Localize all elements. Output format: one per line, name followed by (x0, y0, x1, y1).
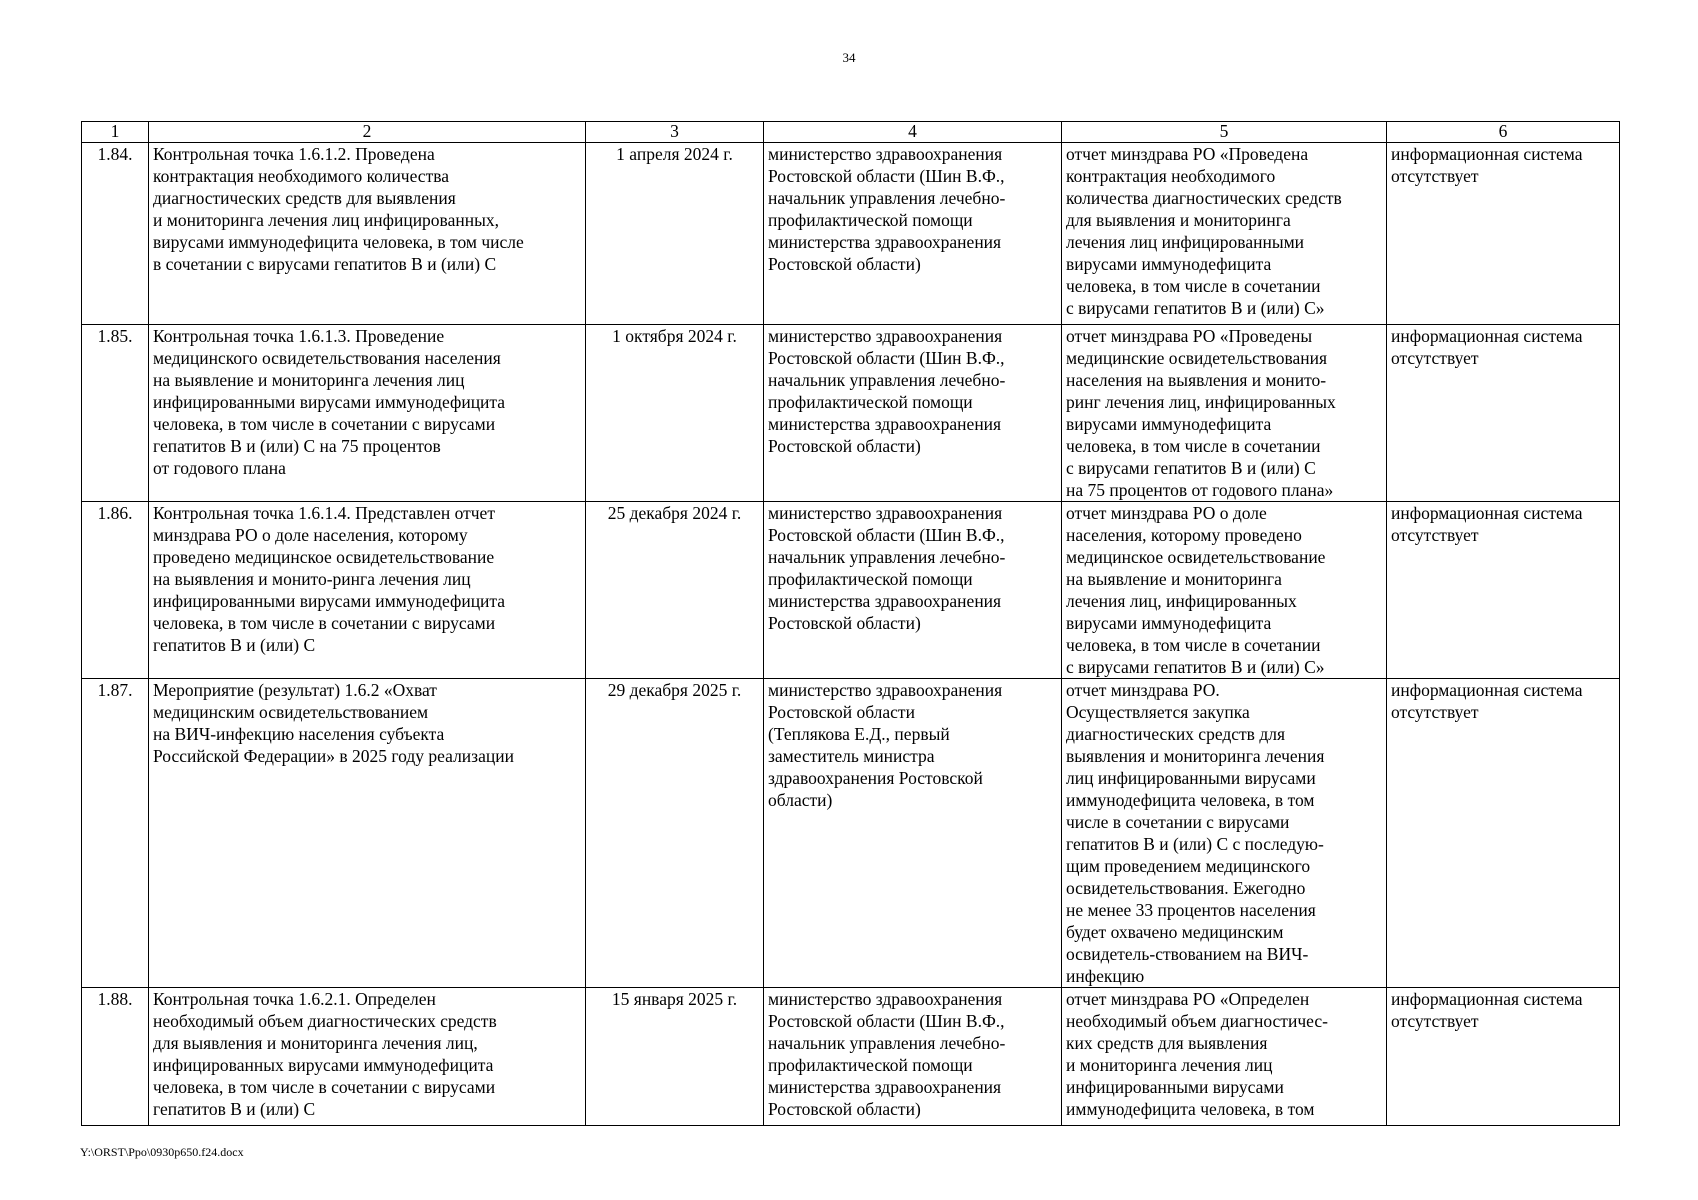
row-responsible: министерство здравоохранения Ростовской области (Шин В.Ф., начальник управления лечебно- профилактической помощи министерства здравоохранения Ростовской области) (764, 143, 1062, 325)
header-cell-4: 4 (764, 122, 1062, 143)
row-date: 25 декабря 2024 г. (586, 502, 764, 679)
row-description: Контрольная точка 1.6.2.1. Определен необходимый объем диагностических средств для выявления и мониторинга лечения лиц, инфицированных вирусами иммунодефицита человека, в том числе в сочетании с вирусами гепатитов В и (или) С (149, 988, 586, 1126)
row-date: 1 апреля 2024 г. (586, 143, 764, 325)
row-result: отчет минздрава РО «Определен необходимый объем диагностичес- ких средств для выявления и мониторинга лечения лиц инфицированными вирусами иммунодефицита человека, в том (1062, 988, 1387, 1126)
row-info-system: информационная система отсутствует (1387, 988, 1620, 1126)
row-description: Мероприятие (результат) 1.6.2 «Охват медицинским освидетельствованием на ВИЧ-инфекцию населения субъекта Российской Федерации» в 2025 году реализации (149, 679, 586, 988)
row-number: 1.88. (82, 988, 149, 1126)
row-number: 1.86. (82, 502, 149, 679)
table-row (82, 325, 1620, 502)
header-row (82, 122, 1620, 143)
table-row (82, 988, 1620, 1126)
table-row (82, 679, 1620, 988)
row-number: 1.85. (82, 325, 149, 502)
row-description: Контрольная точка 1.6.1.4. Представлен отчет минздрава РО о доле населения, которому проведено медицинское освидетельствование на выявления и монито-ринга лечения лиц инфицированными вирусами иммунодефицита человека, в том числе в сочетании с вирусами гепатитов В и (или) С (149, 502, 586, 679)
row-result: отчет минздрава РО «Проведены медицинские освидетельствования населения на выявления и монито- ринг лечения лиц, инфицированных вирусами иммунодефицита человека, в том числе в сочетании с вирусами гепатитов В и (или) С на 75 процентов от годового плана» (1062, 325, 1387, 502)
header-cell-5: 5 (1062, 122, 1387, 143)
table-row (82, 502, 1620, 679)
row-result: отчет минздрава РО. Осуществляется закупка диагностических средств для выявления и мониторинга лечения лиц инфицированными вирусами иммунодефицита человека, в том числе в сочетании с вирусами гепатитов В и (или) С с последую- щим проведением медицинского освидетельствования. Ежегодно не менее 33 процентов населения будет охвачено медицинским освидетель-ствованием на ВИЧ- инфекцию (1062, 679, 1387, 988)
row-responsible: министерство здравоохранения Ростовской области (Шин В.Ф., начальник управления лечебно- профилактической помощи министерства здравоохранения Ростовской области) (764, 988, 1062, 1126)
row-description: Контрольная точка 1.6.1.3. Проведение медицинского освидетельствования населения на выявление и мониторинга лечения лиц инфицированными вирусами иммунодефицита человека, в том числе в сочетании с вирусами гепатитов В и (или) С на 75 процентов от годового плана (149, 325, 586, 502)
plan-table (81, 121, 1620, 1126)
row-number: 1.87. (82, 679, 149, 988)
table-row (82, 143, 1620, 325)
row-responsible: министерство здравоохранения Ростовской области (Шин В.Ф., начальник управления лечебно- профилактической помощи министерства здравоохранения Ростовской области) (764, 325, 1062, 502)
row-responsible: министерство здравоохранения Ростовской области (Шин В.Ф., начальник управления лечебно- профилактической помощи министерства здравоохранения Ростовской области) (764, 502, 1062, 679)
row-info-system: информационная система отсутствует (1387, 325, 1620, 502)
row-date: 29 декабря 2025 г. (586, 679, 764, 988)
row-date: 15 января 2025 г. (586, 988, 764, 1126)
row-date: 1 октября 2024 г. (586, 325, 764, 502)
row-result: отчет минздрава РО «Проведена контрактация необходимого количества диагностических средств для выявления и мониторинга лечения лиц инфицированными вирусами иммунодефицита человека, в том числе в сочетании с вирусами гепатитов В и (или) С» (1062, 143, 1387, 325)
row-info-system: информационная система отсутствует (1387, 502, 1620, 679)
header-cell-3: 3 (586, 122, 764, 143)
row-info-system: информационная система отсутствует (1387, 679, 1620, 988)
row-number: 1.84. (82, 143, 149, 325)
header-cell-1: 1 (82, 122, 149, 143)
row-result: отчет минздрава РО о доле населения, которому проведено медицинское освидетельствование на выявление и мониторинга лечения лиц, инфицированных вирусами иммунодефицита человека, в том числе в сочетании с вирусами гепатитов В и (или) С» (1062, 502, 1387, 679)
document-file-path: Y:\ORST\Ppo\0930p650.f24.docx (80, 1145, 244, 1159)
row-description: Контрольная точка 1.6.1.2. Проведена контрактация необходимого количества диагностических средств для выявления и мониторинга лечения лиц инфицированных, вирусами иммунодефицита человека, в том числе в сочетании с вирусами гепатитов В и (или) С (149, 143, 586, 325)
header-cell-2: 2 (149, 122, 586, 143)
header-cell-6: 6 (1387, 122, 1620, 143)
row-info-system: информационная система отсутствует (1387, 143, 1620, 325)
row-responsible: министерство здравоохранения Ростовской области (Теплякова Е.Д., первый заместитель министра здравоохранения Ростовской области) (764, 679, 1062, 988)
page-number: 34 (842, 50, 856, 65)
